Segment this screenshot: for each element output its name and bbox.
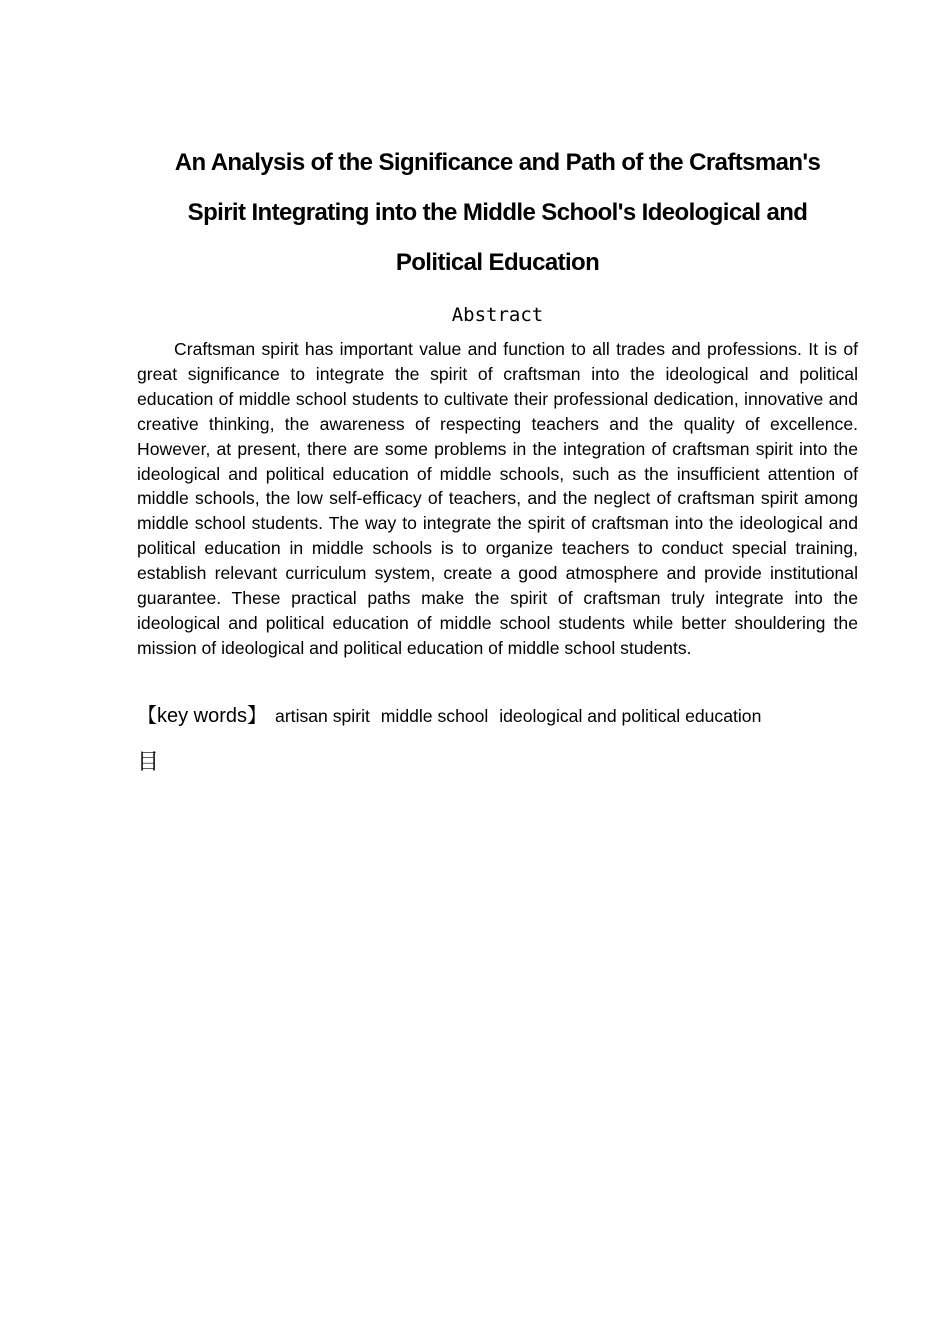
keywords-label: 【key words】 — [137, 705, 268, 727]
keyword-item: middle school — [380, 706, 489, 726]
keywords-list — [275, 706, 767, 726]
keywords-line — [137, 699, 877, 728]
title-line-2: Spirit Integrating into the Middle School's Ideological and — [187, 199, 808, 226]
title-line-3: Political Education — [395, 249, 600, 276]
keyword-item: ideological and political education — [499, 706, 762, 726]
abstract-heading: Abstract — [451, 304, 544, 326]
document-title — [120, 138, 875, 288]
abstract-body: Craftsman spirit has important value and function to all trades and professions. It is of great significance to integrate the spirit of craftsman into the ideological and political education of middle school students to cultivate their professional dedication, innovative and creative thinking, the awareness of respecting teachers and the quality of excellence. However, at present, there are some problems in the integration of craftsman spirit into the ideological and political education of middle schools, such as the insufficient attention of middle schools, the low self-efficacy of teachers, and the neglect of craftsman spirit among middle school students. The way to integrate the spirit of craftsman into the ideological and political education in middle schools is to organize teachers to conduct special training, establish relevant curriculum system, create a good atmosphere and provide institutional guarantee. These practical paths make the spirit of craftsman truly integrate into the ideological and political education of middle school students while better shouldering the mission of ideological and political education of middle school students. — [137, 339, 858, 658]
title-line-1: An Analysis of the Significance and Path of the Craftsman's — [174, 149, 821, 176]
toc-heading: 目 — [137, 750, 160, 775]
keyword-item: artisan spirit — [275, 706, 370, 726]
